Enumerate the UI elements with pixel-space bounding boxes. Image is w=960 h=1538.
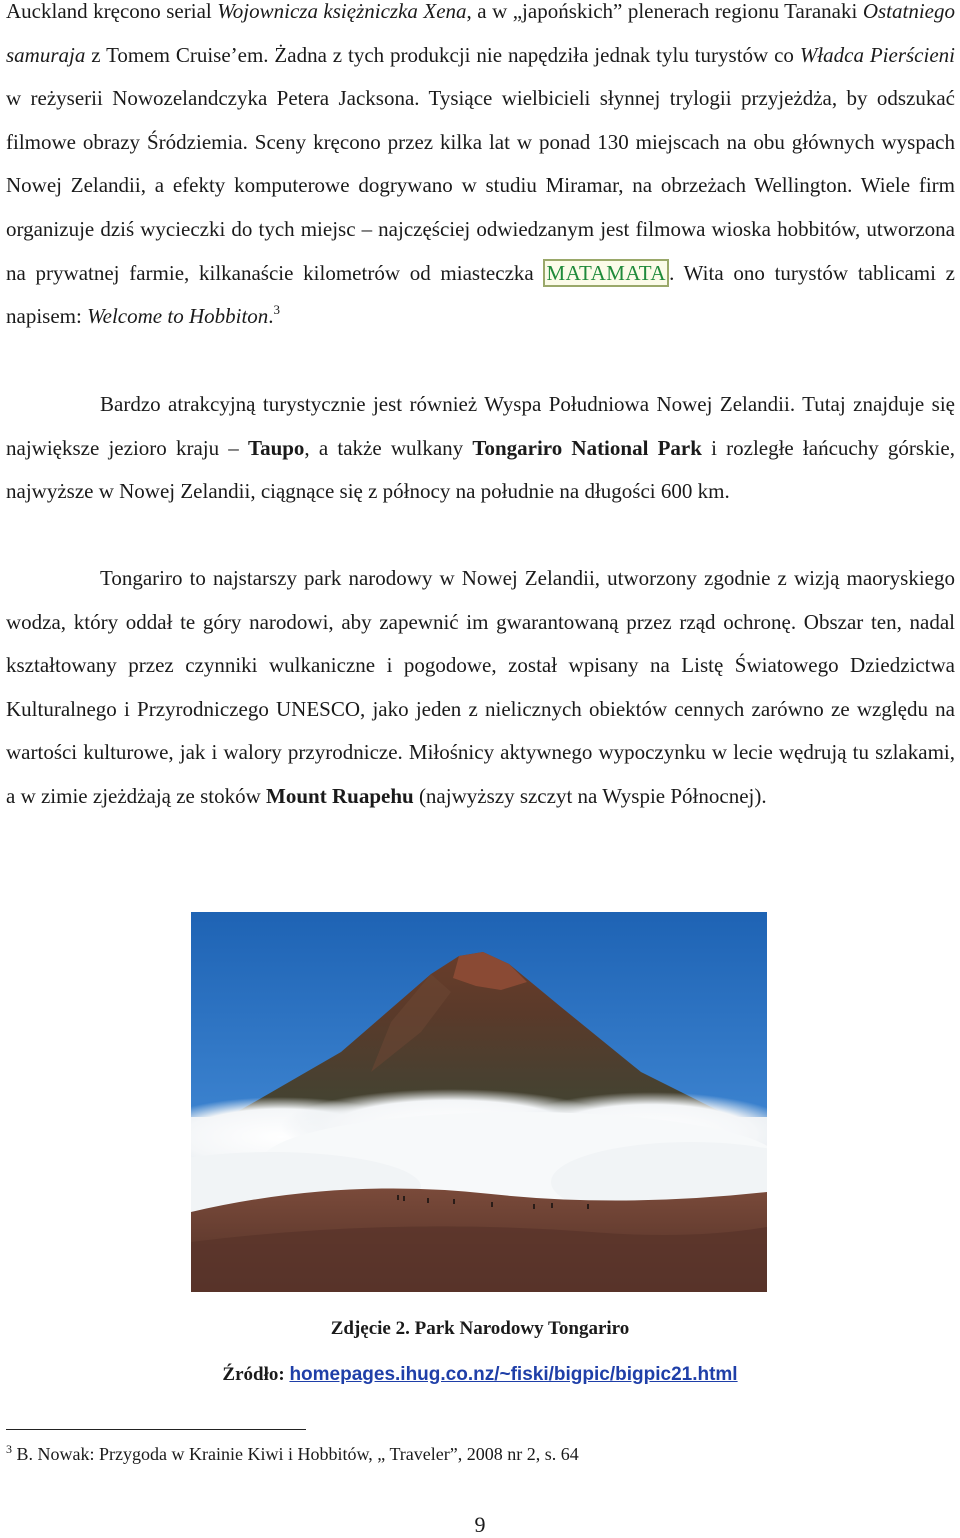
tongariro-national-park: Tongariro National Park [472, 435, 702, 460]
footnote-separator [6, 1429, 306, 1430]
matamata-highlight: MATAMATA [543, 259, 669, 287]
text-run: , a w „japońskich” plenerach regionu Taranaki [466, 0, 863, 23]
paragraph-tongariro [6, 557, 955, 819]
text-run: . [268, 304, 274, 329]
paragraph-south-island [6, 383, 955, 514]
title-lord-of-the-rings: Władca Pierścieni [799, 42, 955, 67]
text-run: Bardzo atrakcyjną turystycznie jest również Wyspa Południowa Nowej Zelandii. Tutaj znajduje się największe jezioro kraju – [6, 392, 955, 460]
page-number: 9 [474, 1512, 486, 1537]
footnote-number: 3 [6, 1442, 12, 1456]
title-xena: Wojownicza księżniczka Xena [217, 0, 467, 23]
footnote-reference[interactable]: 3 [273, 302, 281, 318]
footnote [6, 1440, 579, 1468]
footnote-text: B. Nowak: Przygoda w Krainie Kiwi i Hobbitów, „ Traveler”, 2008 nr 2, s. 64 [12, 1444, 579, 1464]
figure-caption: Zdjęcie 2. Park Narodowy Tongariro [330, 1318, 630, 1339]
text-run: (najwyższy szczyt na Wyspie Północnej). [413, 783, 767, 808]
text-run: w reżyserii Nowozelandczyka Petera Jacksona. Tysiące wielbicieli słynnej trylogii przyjeżdża, by odszukać filmowe obrazy Śródziemia. Sceny kręcono przez kilka lat w ponad 130 miejscach na obu głównych wyspach Nowej Zelandii, a efekty komputerowe dogrywano w studiu Miramar, na obrzeżach Wellington. Wiele firm organizuje dziś wycieczki do tych miejsc – najczęściej odwiedzanym jest filmowa wioska hobbitów, utworzona na prywatnej farmie, kilkanaście kilometrów od miasteczka [6, 86, 955, 285]
text-run: i rozległe łańcuchy górskie, najwyższe w Nowej Zelandii, ciągnące się z północy na południe na długości 600 km. [6, 435, 955, 504]
source-label: Źródło: [222, 1364, 290, 1385]
figure-source [0, 1364, 960, 1386]
source-link[interactable]: homepages.ihug.co.nz/~fiski/bigpic/bigpic21.html [289, 1364, 738, 1385]
text-run: Auckland kręcono serial [6, 0, 218, 23]
volcano-photo [191, 912, 767, 1292]
text-run: z Tomem Cruise’em. Żadna z tych produkcji nie napędziła jednak tylu turystów co [85, 42, 800, 67]
text-run: Tongariro to najstarszy park narodowy w Nowej Zelandii, utworzony zgodnie z wizją maoryskiego wodza, który oddał te góry narodowi, aby zapewnić im gwarantowaną przez rząd ochronę. Obszar ten, nadal kształtowany przez czynniki wulkaniczne i pogodowe, został wpisany na Listę Światowego Dziedzictwa Kulturalnego i Przyrodniczego UNESCO, jako jeden z nielicznych obiektów cennych zarówno ze względu na wartości kulturowe, jak i walory przyrodnicze. Miłośnicy aktywnego wypoczynku w lecie wędrują tu szlakami, a w zimie zjeżdżają ze stoków [6, 566, 955, 808]
welcome-sign-text: Welcome to Hobbiton [87, 304, 269, 329]
text-run: , a także wulkany [304, 435, 473, 460]
paragraph-film-locations [6, 0, 955, 339]
title-last-samurai: Ostatniego samuraja [6, 0, 955, 67]
mount-ruapehu: Mount Ruapehu [266, 783, 414, 808]
lake-taupo: Taupo [247, 435, 305, 460]
text-run: . Wita ono turystów tablicami z napisem: [6, 260, 955, 329]
